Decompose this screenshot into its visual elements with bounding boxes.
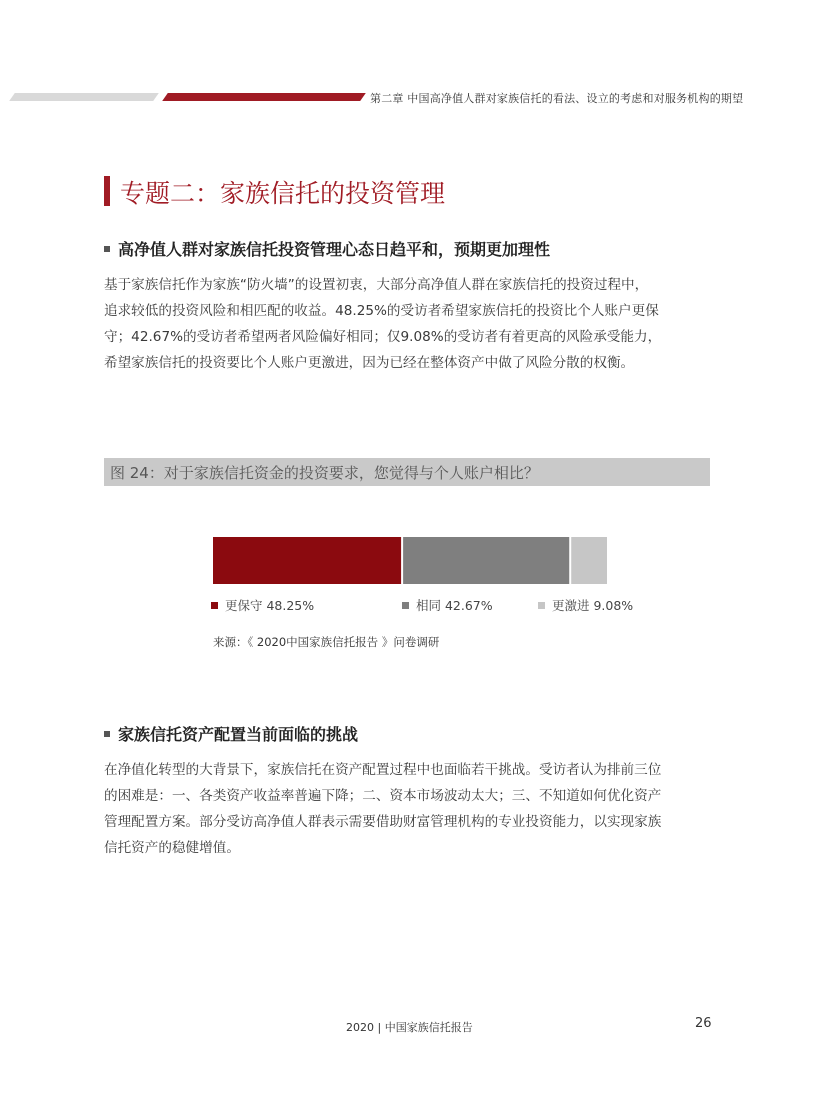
paragraph-investment [104, 272, 716, 376]
bar-segment-3 [571, 537, 607, 584]
paragraph-challenges [104, 757, 716, 861]
legend-item-aggressive [538, 596, 633, 614]
paragraph-line: 希望家族信托的投资要比个人账户更激进，因为已经在整体资产中做了风险分散的权衡。 [104, 355, 635, 371]
paragraph-line: 在净值化转型的大背景下，家族信托在资产配置过程中也面临若干挑战。受访者认为排前三位 [104, 762, 662, 778]
legend-label: 更保守 48.25% [225, 598, 315, 613]
page-number: 26 [695, 1016, 712, 1031]
footer-report-title: 2020 | 中国家族信托报告 [346, 1021, 473, 1034]
legend-label: 相同 42.67% [416, 598, 493, 613]
section-heading-investment [104, 237, 550, 260]
section-heading-text: 高净值人群对家族信托投资管理心态日趋平和，预期更加理性 [118, 240, 551, 259]
legend-item-conservative [211, 596, 314, 614]
paragraph-line: 守；42.67%的受访者希望两者风险偏好相同；仅9.08%的受访者有着更高的风险承受能力， [104, 329, 662, 345]
page-title: 专题二：家族信托的投资管理 [120, 179, 446, 208]
figure-source: 来源：《 2020中国家族信托报告 》问卷调研 [213, 635, 440, 649]
paragraph-line: 的困难是：一、各类资产收益率普遍下降；二、资本市场波动太大；三、不知道如何优化资产 [104, 788, 662, 804]
figure-title: 图 24：对于家族信托资金的投资要求，您觉得与个人账户相比？ [110, 464, 539, 482]
bar-segment-2 [403, 537, 569, 584]
paragraph-line: 管理配置方案。部分受访高净值人群表示需要借助财富管理机构的专业投资能力，以实现家族 [104, 814, 662, 830]
legend-swatch-icon [402, 602, 409, 609]
section-heading-text: 家族信托资产配置当前面临的挑战 [118, 725, 359, 744]
bullet-square-icon [104, 731, 110, 737]
paragraph-line: 信托资产的稳健增值。 [104, 840, 240, 856]
header-decor-gray-bar [9, 93, 159, 101]
title-accent-bar [104, 176, 110, 206]
bullet-square-icon [104, 246, 110, 252]
header-decor-red-bar [162, 93, 366, 101]
paragraph-line: 基于家族信托作为家族“防火墙”的设置初衷，大部分高净值人群在家族信托的投资过程中， [104, 277, 649, 293]
legend-label: 更激进 9.08% [552, 598, 634, 613]
legend-swatch-icon [211, 602, 218, 609]
paragraph-line: 追求较低的投资风险和相匹配的收益。48.25%的受访者希望家族信托的投资比个人账户更保 [104, 303, 659, 319]
chapter-header: 第二章 中国高净值人群对家族信托的看法、设立的考虑和对服务机构的期望 [370, 92, 744, 105]
section-heading-challenges [104, 722, 358, 745]
legend-swatch-icon [538, 602, 545, 609]
bar-segment-1 [213, 537, 401, 584]
legend-item-same [402, 596, 493, 614]
